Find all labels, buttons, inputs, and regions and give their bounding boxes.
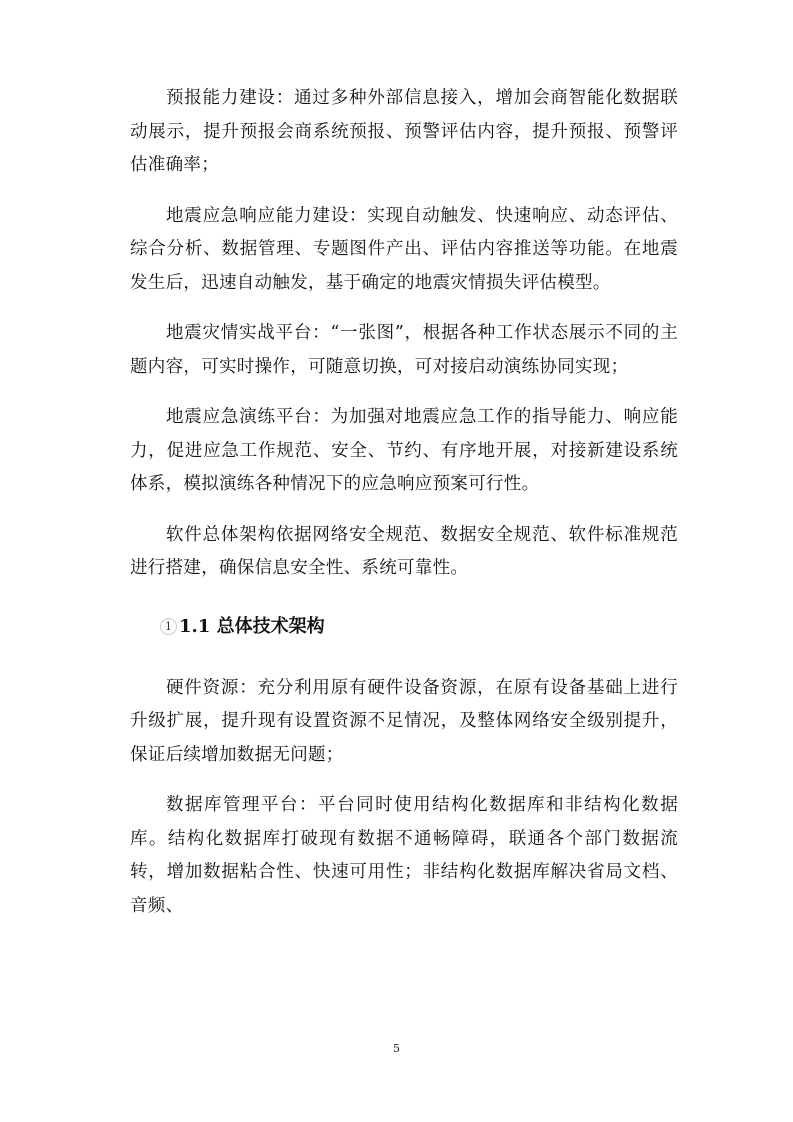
paragraph-drill-platform: 地震应急演练平台：为加强对地震应急工作的指导能力、响应能力，促进应急工作规范、安全、节约、有序地开展，对接新建设系统体系，模拟演练各种情况下的应急响应预案可行性。 — [130, 407, 678, 494]
heading-marker-icon: 1 — [160, 618, 177, 635]
paragraph-forecast-capability: 预报能力建设：通过多种外部信息接入，增加会商智能化数据联动展示，提升预报会商系统预报、预警评估内容，提升预报、预警评估准确率； — [130, 88, 678, 175]
section-heading — [160, 612, 678, 642]
page-content — [130, 82, 678, 940]
paragraph-disaster-platform: 地震灾情实战平台：“一张图”，根据各种工作状态展示不同的主题内容，可实时操作，可随意切换，可对接启动演练协同实现； — [130, 323, 678, 377]
paragraph-hardware-resources: 硬件资源：充分利用原有硬件设备资源，在原有设备基础上进行升级扩展，提升现有设置资源不足情况，及整体网络安全级别提升，保证后续增加数据无问题； — [130, 677, 678, 765]
section-heading-text: 1.1 总体技术架构 — [179, 615, 325, 637]
paragraph-database-platform: 数据库管理平台：平台同时使用结构化数据库和非结构化数据库。结构化数据库打破现有数据不通畅障碍，联通各个部门数据流转，增加数据粘合性、快速可用性；非结构化数据库解决省局文档、音频、 — [130, 795, 678, 916]
paragraph-software-architecture: 软件总体架构依据网络安全规范、数据安全规范、软件标准规范进行搭建，确保信息安全性、系统可靠性。 — [130, 524, 678, 578]
paragraph-emergency-response: 地震应急响应能力建设：实现自动触发、快速响应、动态评估、综合分析、数据管理、专题图件产出、评估内容推送等功能。在地震发生后，迅速自动触发，基于确定的地震灾情损失评估模型。 — [130, 205, 678, 293]
page-number: 5 — [393, 1042, 400, 1055]
